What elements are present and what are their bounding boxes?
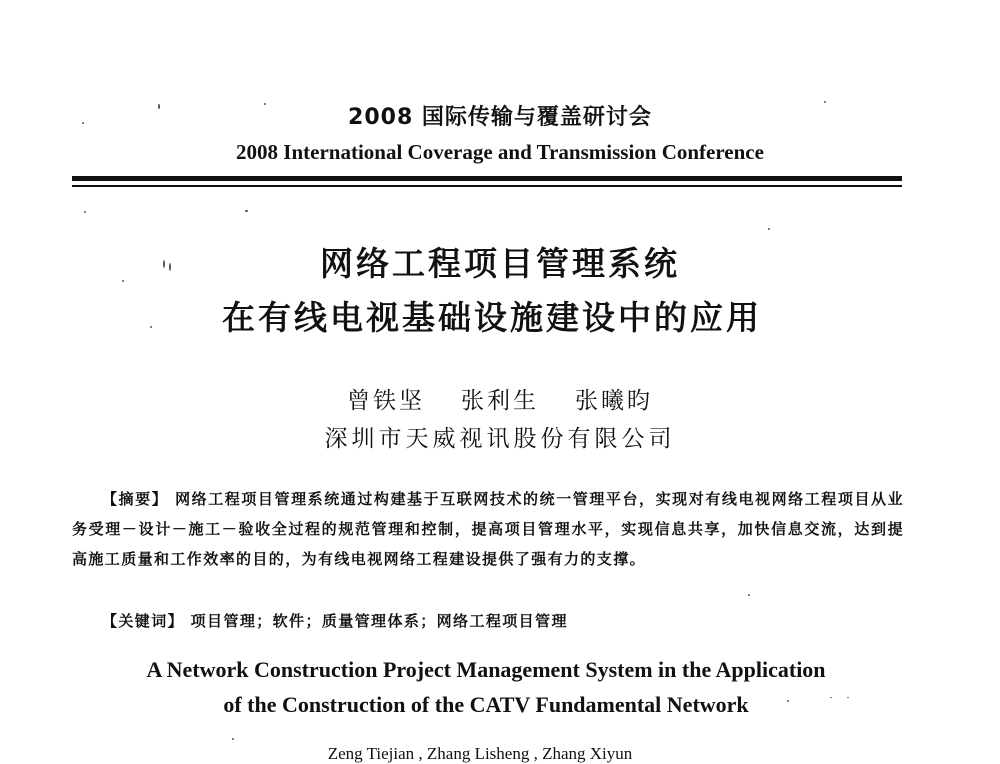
keywords [102, 610, 902, 631]
abstract-label: 【摘要】 [102, 490, 169, 508]
header-rule-thick [72, 176, 902, 181]
paper-title-line2: 在有线电视基础设施建设中的应用 [222, 298, 762, 337]
english-title-line1: A Network Construction Project Management System in the Application [146, 657, 826, 682]
scan-speck [245, 210, 248, 212]
author-affiliation: 深圳市天威视讯股份有限公司 [324, 426, 676, 452]
conference-title-en: 2008 International Coverage and Transmission Conference [236, 140, 764, 164]
keywords-text: 项目管理；软件；质量管理体系；网络工程项目管理 [190, 612, 568, 630]
abstract-text: 网络工程项目管理系统通过构建基于互联网技术的统一管理平台，实现对有线电视网络工程项目从业务受理－设计－施工－验收全过程的规范管理和控制，提高项目管理水平，实现信息共享，加快信息交流，达到提高施工质量和工作效率的目的，为有线电视网络工程建设提供了强有力的支撑。 [72, 490, 904, 568]
keywords-label: 【关键词】 [102, 612, 185, 630]
english-title-line2: of the Construction of the CATV Fundamental Network [223, 692, 749, 717]
header-rule-thin [72, 185, 902, 187]
scan-speck [768, 228, 770, 230]
english-author-list: Zeng Tiejian , Zhang Lisheng , Zhang Xiyun [327, 744, 633, 763]
author-name: 张利生 [461, 388, 539, 414]
author-list [0, 382, 1000, 415]
author-name: 曾铁坚 [347, 388, 425, 414]
conference-title-cn: 2008 国际传输与覆盖研讨会 [348, 105, 652, 130]
scan-speck [232, 738, 234, 740]
author-name: 张曦昀 [575, 388, 653, 414]
abstract [72, 484, 904, 574]
paper-title-line1: 网络工程项目管理系统 [320, 244, 680, 283]
scan-speck [748, 594, 750, 596]
scan-speck [84, 211, 86, 213]
